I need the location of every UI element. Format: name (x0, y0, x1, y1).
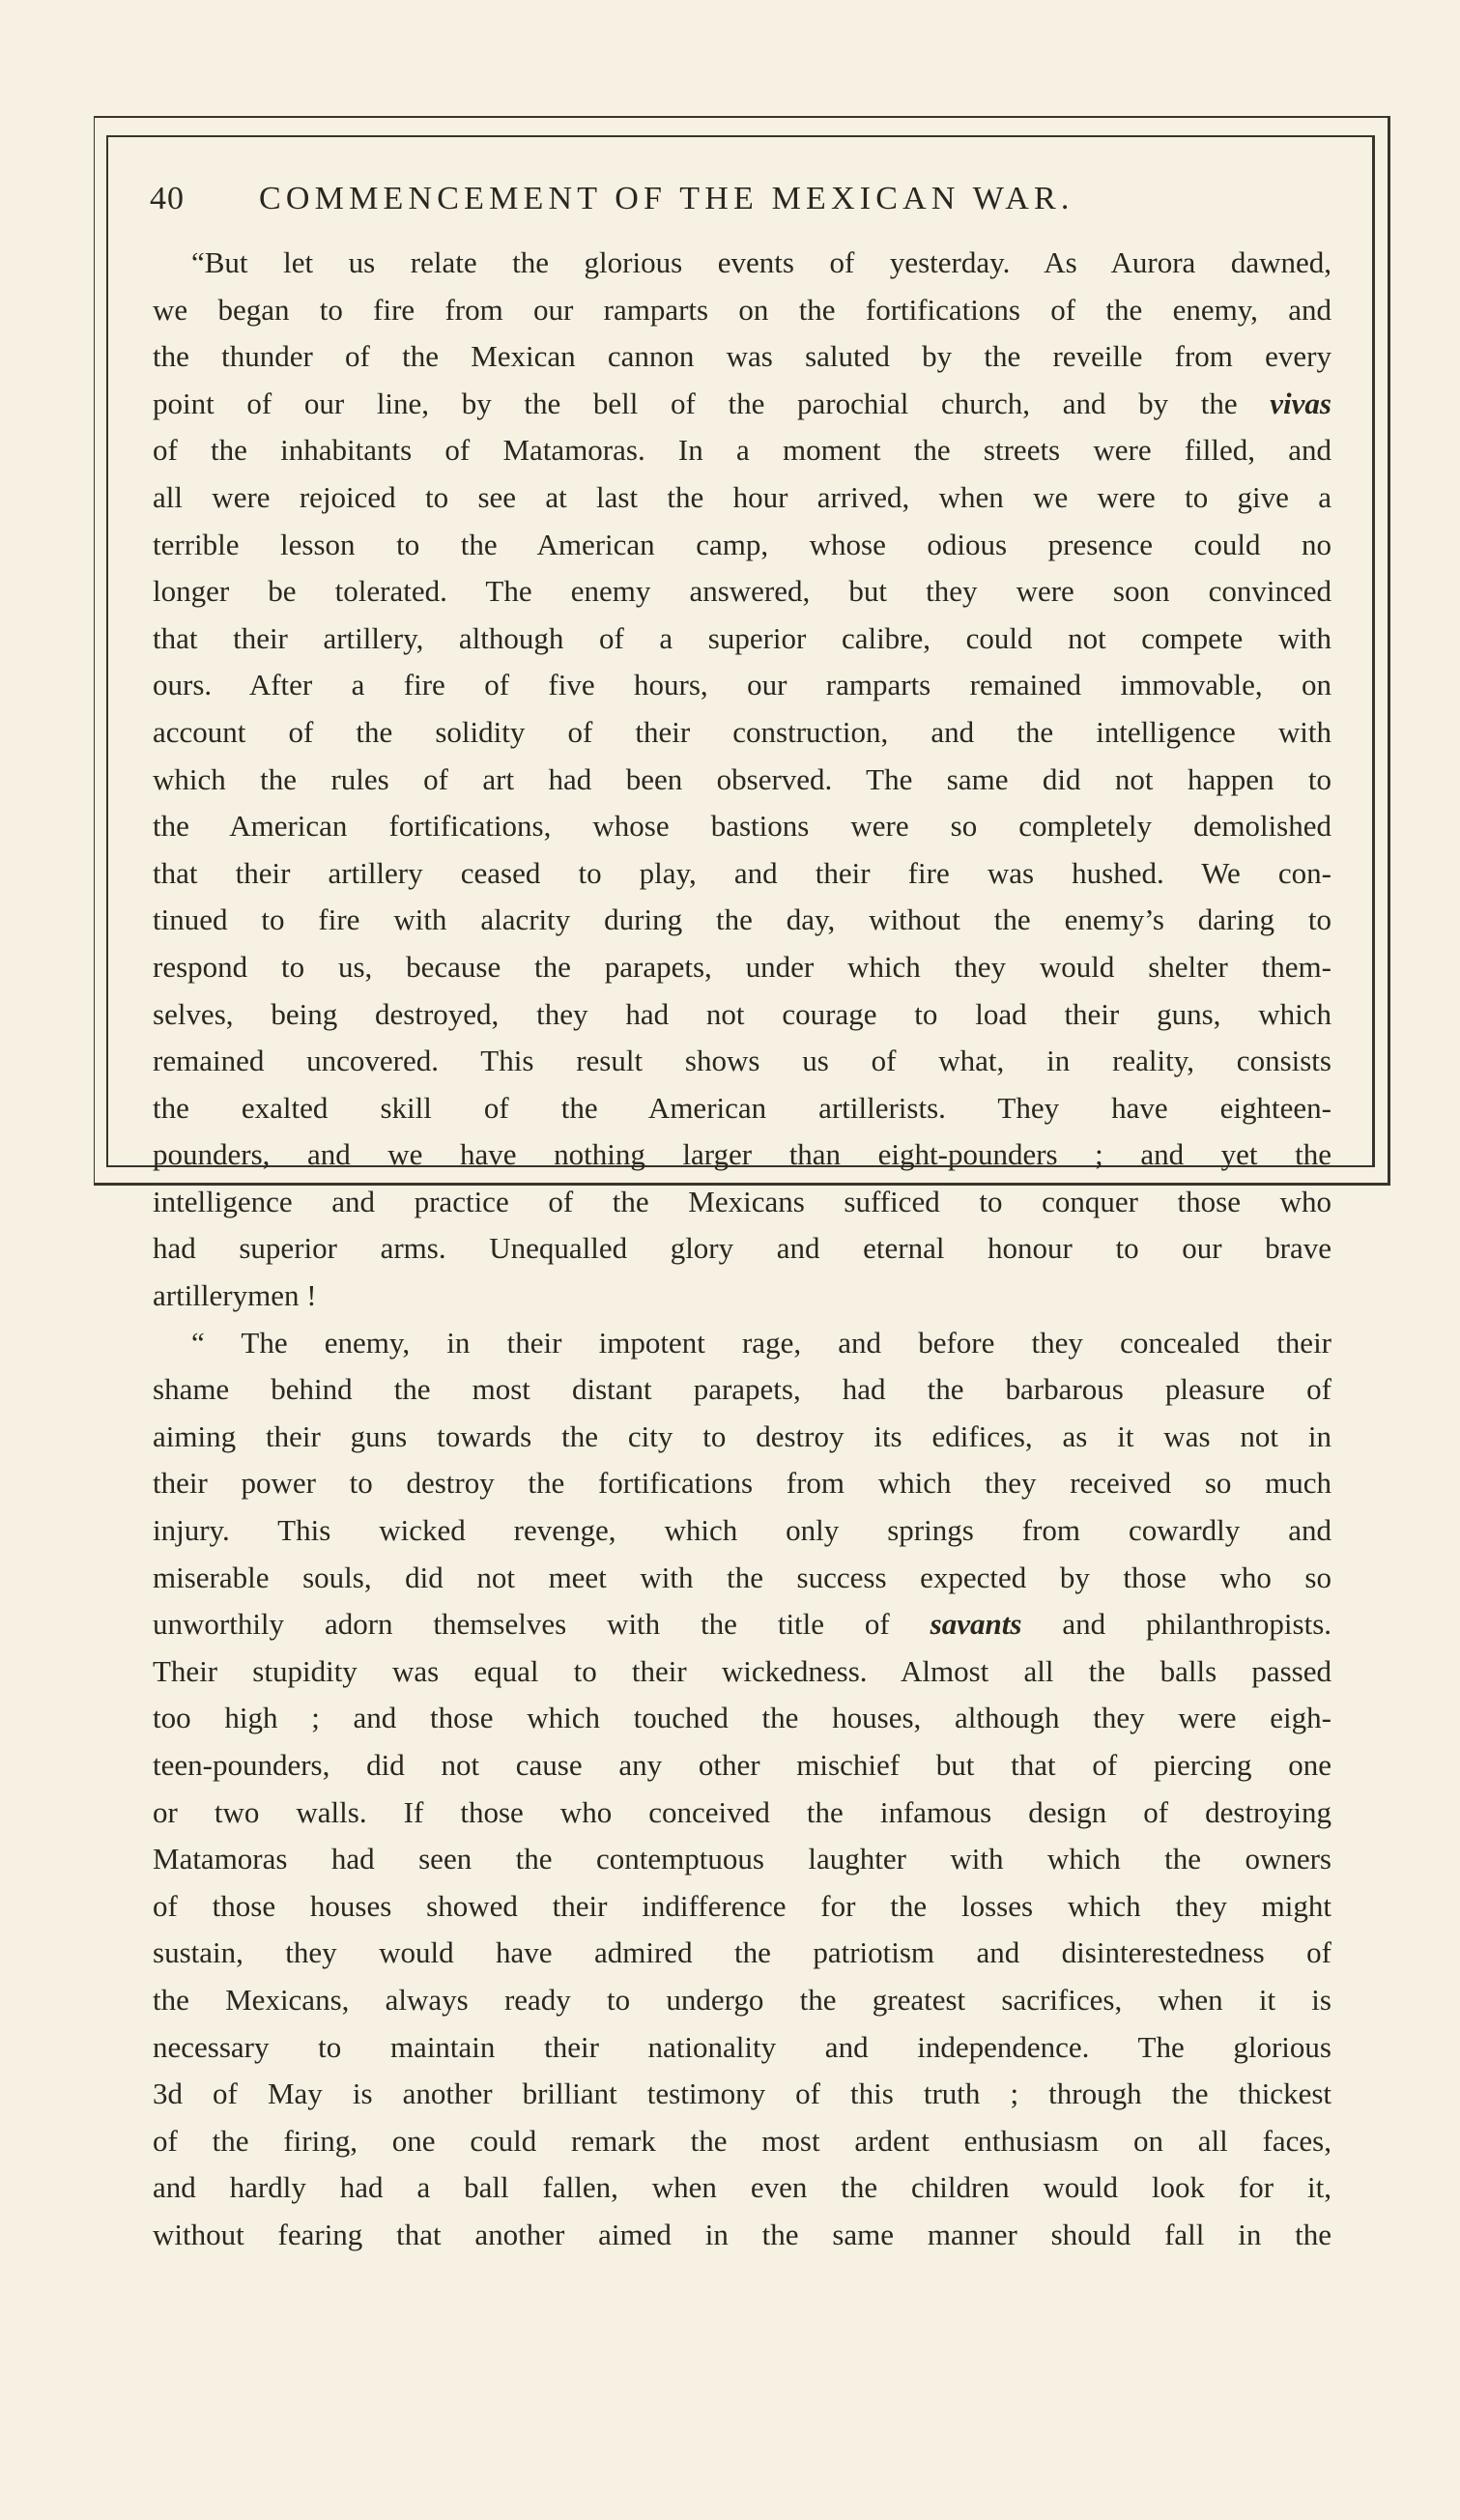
text-line-with-italic (153, 1601, 1331, 1648)
text-line: terrible lesson to the American camp, whose odious presence could no (153, 527, 1331, 561)
text-line: tinued to fire with alacrity during the day, without the enemy’s daring to (153, 902, 1331, 937)
text-segment: unworthily adorn themselves with the title of (153, 1607, 890, 1642)
text-line: had superior arms. Unequalled glory and eternal honour to our brave (153, 1231, 1331, 1266)
paragraph-2 (153, 1320, 1331, 2259)
text-line: that their artillery ceased to play, and their fire was hushed. We con- (153, 855, 1331, 890)
text-line: respond to us, because the parapets, under which they would shelter them- (153, 949, 1331, 984)
paragraph-1 (153, 240, 1331, 1320)
text-line: ours. After a fire of five hours, our ramparts remained immovable, on (153, 668, 1331, 702)
text-line: that their artillery, although of a superior calibre, could not compete with (153, 620, 1331, 655)
text-line: the Mexicans, always ready to undergo the greatest sacrifices, when it is (153, 1982, 1331, 2017)
text-line: or two walls. If those who conceived the infamous design of destroying (153, 1794, 1331, 1829)
text-segment: point of our line, by the bell of the parochial church, and by the (153, 386, 1238, 420)
text-line: without fearing that another aimed in the same manner should fall in the (153, 2217, 1331, 2251)
text-line: too high ; and those which touched the houses, although they were eigh- (153, 1701, 1331, 1735)
text-line: sustain, they would have admired the patriotism and disinterestedness of (153, 1935, 1331, 1970)
text-line: selves, being destroyed, they had not courage to load their guns, which (153, 996, 1331, 1031)
text-line: injury. This wicked revenge, which only springs from cowardly and (153, 1513, 1331, 1548)
italic-word: savants (930, 1607, 1022, 1642)
text-line: intelligence and practice of the Mexicans sufficed to conquer those who (153, 1184, 1331, 1218)
text-line: Their stupidity was equal to their wickedness. Almost all the balls passed (153, 1653, 1331, 1688)
page-number: 40 (150, 181, 185, 216)
text-line: their power to destroy the fortifications from which they received so much (153, 1466, 1331, 1501)
text-line: remained uncovered. This result shows us of what, in reality, consists (153, 1044, 1331, 1078)
text-line: artillerymen ! (153, 1278, 317, 1313)
text-line-with-italic (153, 381, 1331, 428)
text-line: necessary to maintain their nationality and independence. The glorious (153, 2029, 1331, 2064)
text-line: longer be tolerated. The enemy answered, but they were soon convinced (153, 574, 1331, 609)
running-head (150, 174, 1338, 224)
text-segment: and philanthropists. (1062, 1607, 1332, 1642)
text-line: the thunder of the Mexican cannon was saluted by the reveille from every (153, 339, 1331, 374)
text-line: account of the solidity of their construction, and the intelligence with (153, 714, 1331, 749)
text-line: shame behind the most distant parapets, had the barbarous pleasure of (153, 1372, 1331, 1407)
text-line: 3d of May is another brilliant testimony of this truth ; through the thickest (153, 2076, 1331, 2111)
text-line: aiming their guns towards the city to destroy its edifices, as it was not in (153, 1418, 1331, 1453)
text-line: “ The enemy, in their impotent rage, and before they concealed their (191, 1325, 1331, 1360)
text-line: of those houses showed their indifference for the losses which they might (153, 1888, 1331, 1923)
text-line: we began to fire from our ramparts on the fortifications of the enemy, and (153, 292, 1331, 327)
text-line: teen-pounders, did not cause any other mischief but that of piercing one (153, 1748, 1331, 1782)
text-line: of the inhabitants of Matamoras. In a moment the streets were filled, and (153, 433, 1331, 468)
text-line: miserable souls, did not meet with the success expected by those who so (153, 1560, 1331, 1594)
italic-word: vivas (1270, 386, 1331, 420)
text-line: the American fortifications, whose bastions were so completely demolished (153, 809, 1331, 844)
running-head-title: COMMENCEMENT OF THE MEXICAN WAR. (259, 181, 1074, 216)
text-line: pounders, and we have nothing larger than eight-pounders ; and yet the (153, 1137, 1331, 1172)
body-text (153, 240, 1331, 2259)
text-line: and hardly had a ball fallen, when even the children would look for it, (153, 2170, 1331, 2205)
text-line: which the rules of art had been observed. The same did not happen to (153, 761, 1331, 796)
text-line: “But let us relate the glorious events of yesterday. As Aurora dawned, (191, 245, 1331, 279)
text-line: the exalted skill of the American artillerists. They have eighteen- (153, 1090, 1331, 1125)
text-line: of the firing, one could remark the most ardent enthusiasm on all faces, (153, 2123, 1331, 2158)
text-line: Matamoras had seen the contemptuous laughter with which the owners (153, 1842, 1331, 1876)
text-line: all were rejoiced to see at last the hour arrived, when we were to give a (153, 479, 1331, 514)
